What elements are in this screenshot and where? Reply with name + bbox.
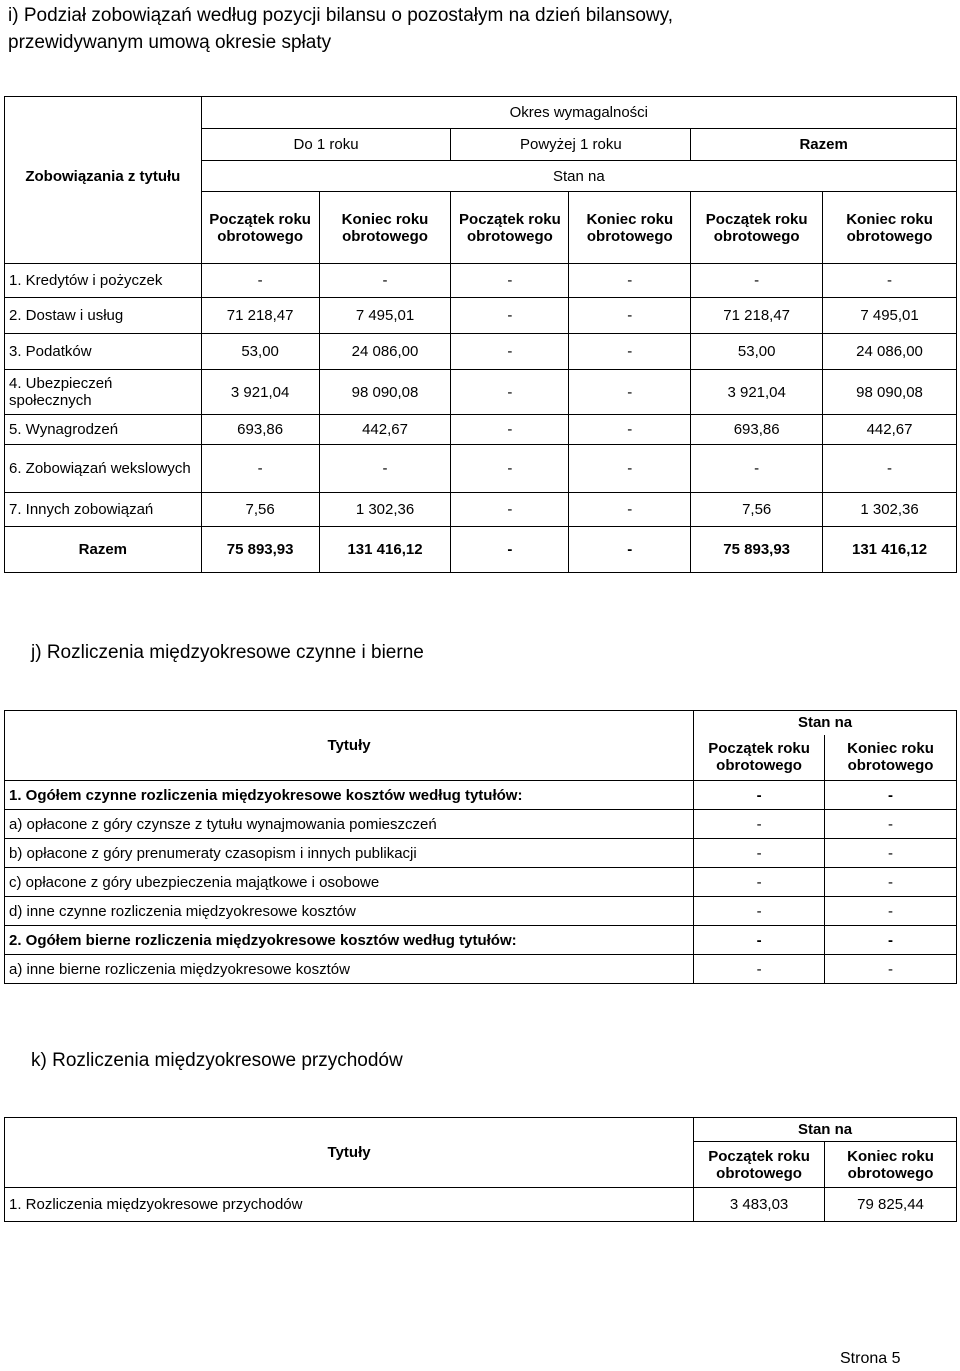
- row-end: -: [825, 897, 957, 926]
- row-value: 3 921,04: [201, 370, 319, 415]
- table-row: [5, 445, 957, 493]
- row-start: -: [694, 926, 825, 955]
- row-value: -: [569, 264, 691, 298]
- row-end: -: [825, 781, 957, 810]
- header-poczatek: Początek roku obrotowego: [694, 1142, 825, 1188]
- row-end: -: [825, 926, 957, 955]
- row-end: -: [825, 810, 957, 839]
- header-sub-3: Koniec roku obrotowego: [569, 192, 691, 264]
- row-label: 4. Ubezpieczeń społecznych: [5, 370, 202, 415]
- row-start: 3 483,03: [694, 1188, 825, 1222]
- row-value: 7 495,01: [823, 298, 957, 334]
- row-value: 98 090,08: [823, 370, 957, 415]
- total-value: 131 416,12: [319, 527, 451, 573]
- header-stan-na: Stan na: [201, 161, 956, 192]
- row-label: 5. Wynagrodzeń: [5, 415, 202, 445]
- row-label: b) opłacone z góry prenumeraty czasopism i innych publikacji: [5, 839, 694, 868]
- row-value: 7,56: [691, 493, 823, 527]
- table-row: [5, 264, 957, 298]
- row-value: -: [823, 445, 957, 493]
- table-row: [5, 781, 957, 810]
- table-row: [5, 810, 957, 839]
- row-value: 71 218,47: [691, 298, 823, 334]
- header-tytuly: Tytuły: [5, 711, 694, 781]
- row-label: a) inne bierne rozliczenia międzyokresowe kosztów: [5, 955, 694, 984]
- section-k-title: k) Rozliczenia międzyokresowe przychodów: [31, 1050, 403, 1071]
- row-value: 1 302,36: [823, 493, 957, 527]
- section-i-title-line1: i) Podział zobowiązań według pozycji bilansu o pozostałym na dzień bilansowy,: [8, 5, 674, 26]
- row-label: c) opłacone z góry ubezpieczenia majątkowe i osobowe: [5, 868, 694, 897]
- row-label: 2. Dostaw i usług: [5, 298, 202, 334]
- page-number: Strona 5: [840, 1350, 901, 1367]
- table-row: [5, 868, 957, 897]
- row-value: 442,67: [823, 415, 957, 445]
- deferred-income-table: [4, 1117, 957, 1222]
- header-tytuly: Tytuły: [5, 1118, 694, 1188]
- header-label-mid: [5, 129, 202, 161]
- total-value: 75 893,93: [201, 527, 319, 573]
- header-koniec: Koniec roku obrotowego: [825, 735, 957, 781]
- table-row: [5, 1188, 957, 1222]
- header-okres: Okres wymagalności: [201, 97, 956, 129]
- header-sub-2: Początek roku obrotowego: [451, 192, 569, 264]
- table-row: [5, 334, 957, 370]
- table-row: [5, 926, 957, 955]
- row-start: -: [694, 955, 825, 984]
- row-value: 442,67: [319, 415, 451, 445]
- row-label: 1. Kredytów i pożyczek: [5, 264, 202, 298]
- row-start: -: [694, 868, 825, 897]
- row-value: 24 086,00: [823, 334, 957, 370]
- row-value: 98 090,08: [319, 370, 451, 415]
- header-poczatek: Początek roku obrotowego: [694, 735, 825, 781]
- row-value: -: [451, 370, 569, 415]
- header-powyzej1: Powyżej 1 roku: [451, 129, 691, 161]
- row-end: -: [825, 839, 957, 868]
- row-end: -: [825, 955, 957, 984]
- row-label: 7. Innych zobowiązań: [5, 493, 202, 527]
- header-label-col: Zobowiązania z tytułu: [5, 161, 202, 192]
- row-value: -: [319, 445, 451, 493]
- row-start: -: [694, 897, 825, 926]
- header-stan-na: Stan na: [694, 711, 957, 735]
- row-start: -: [694, 810, 825, 839]
- row-label: 6. Zobowiązań wekslowych: [5, 445, 202, 493]
- section-i-title-line2: przewidywanym umową okresie spłaty: [8, 32, 332, 53]
- total-label: Razem: [5, 527, 202, 573]
- header-sub-4: Początek roku obrotowego: [691, 192, 823, 264]
- row-value: -: [451, 445, 569, 493]
- section-i-title: [8, 2, 673, 56]
- row-value: -: [691, 445, 823, 493]
- row-value: 693,86: [691, 415, 823, 445]
- row-value: 53,00: [691, 334, 823, 370]
- row-label: d) inne czynne rozliczenia międzyokresowe kosztów: [5, 897, 694, 926]
- row-value: -: [451, 298, 569, 334]
- row-value: -: [451, 334, 569, 370]
- row-value: -: [201, 264, 319, 298]
- row-value: 71 218,47: [201, 298, 319, 334]
- header-sub-1: Koniec roku obrotowego: [319, 192, 451, 264]
- row-start: -: [694, 781, 825, 810]
- row-value: -: [569, 334, 691, 370]
- table-row: [5, 955, 957, 984]
- row-value: 7 495,01: [319, 298, 451, 334]
- row-value: 53,00: [201, 334, 319, 370]
- header-koniec: Koniec roku obrotowego: [825, 1142, 957, 1188]
- row-value: 24 086,00: [319, 334, 451, 370]
- total-value: -: [451, 527, 569, 573]
- total-value: 75 893,93: [691, 527, 823, 573]
- row-value: -: [569, 445, 691, 493]
- row-label: 1. Rozliczenia międzyokresowe przychodów: [5, 1188, 694, 1222]
- row-end: 79 825,44: [825, 1188, 957, 1222]
- table-row: [5, 370, 957, 415]
- table-row: [5, 298, 957, 334]
- row-label: 2. Ogółem bierne rozliczenia międzyokresowe kosztów według tytułów:: [5, 926, 694, 955]
- header-razem: Razem: [691, 129, 957, 161]
- section-j-title: j) Rozliczenia międzyokresowe czynne i bierne: [31, 642, 424, 663]
- row-value: -: [691, 264, 823, 298]
- row-value: 3 921,04: [691, 370, 823, 415]
- row-end: -: [825, 868, 957, 897]
- row-start: -: [694, 839, 825, 868]
- row-value: 1 302,36: [319, 493, 451, 527]
- row-value: -: [451, 415, 569, 445]
- liabilities-table: [4, 96, 957, 573]
- row-value: -: [319, 264, 451, 298]
- row-label: 1. Ogółem czynne rozliczenia międzyokresowe kosztów według tytułów:: [5, 781, 694, 810]
- header-sub-0: Początek roku obrotowego: [201, 192, 319, 264]
- row-value: -: [201, 445, 319, 493]
- row-value: -: [569, 370, 691, 415]
- row-value: -: [451, 264, 569, 298]
- row-label: a) opłacone z góry czynsze z tytułu wynajmowania pomieszczeń: [5, 810, 694, 839]
- row-label: 3. Podatków: [5, 334, 202, 370]
- table-row: [5, 897, 957, 926]
- total-row: [5, 527, 957, 573]
- accruals-table: [4, 710, 957, 984]
- row-value: 693,86: [201, 415, 319, 445]
- row-value: -: [569, 493, 691, 527]
- table-row: [5, 493, 957, 527]
- total-value: -: [569, 527, 691, 573]
- row-value: 7,56: [201, 493, 319, 527]
- table-row: [5, 839, 957, 868]
- header-do1: Do 1 roku: [201, 129, 451, 161]
- header-label-top: [5, 97, 202, 129]
- header-sub-5: Koniec roku obrotowego: [823, 192, 957, 264]
- header-label-bottom: [5, 192, 202, 264]
- total-value: 131 416,12: [823, 527, 957, 573]
- row-value: -: [569, 298, 691, 334]
- table-row: [5, 415, 957, 445]
- header-stan-na: Stan na: [694, 1118, 957, 1142]
- row-value: -: [451, 493, 569, 527]
- row-value: -: [823, 264, 957, 298]
- row-value: -: [569, 415, 691, 445]
